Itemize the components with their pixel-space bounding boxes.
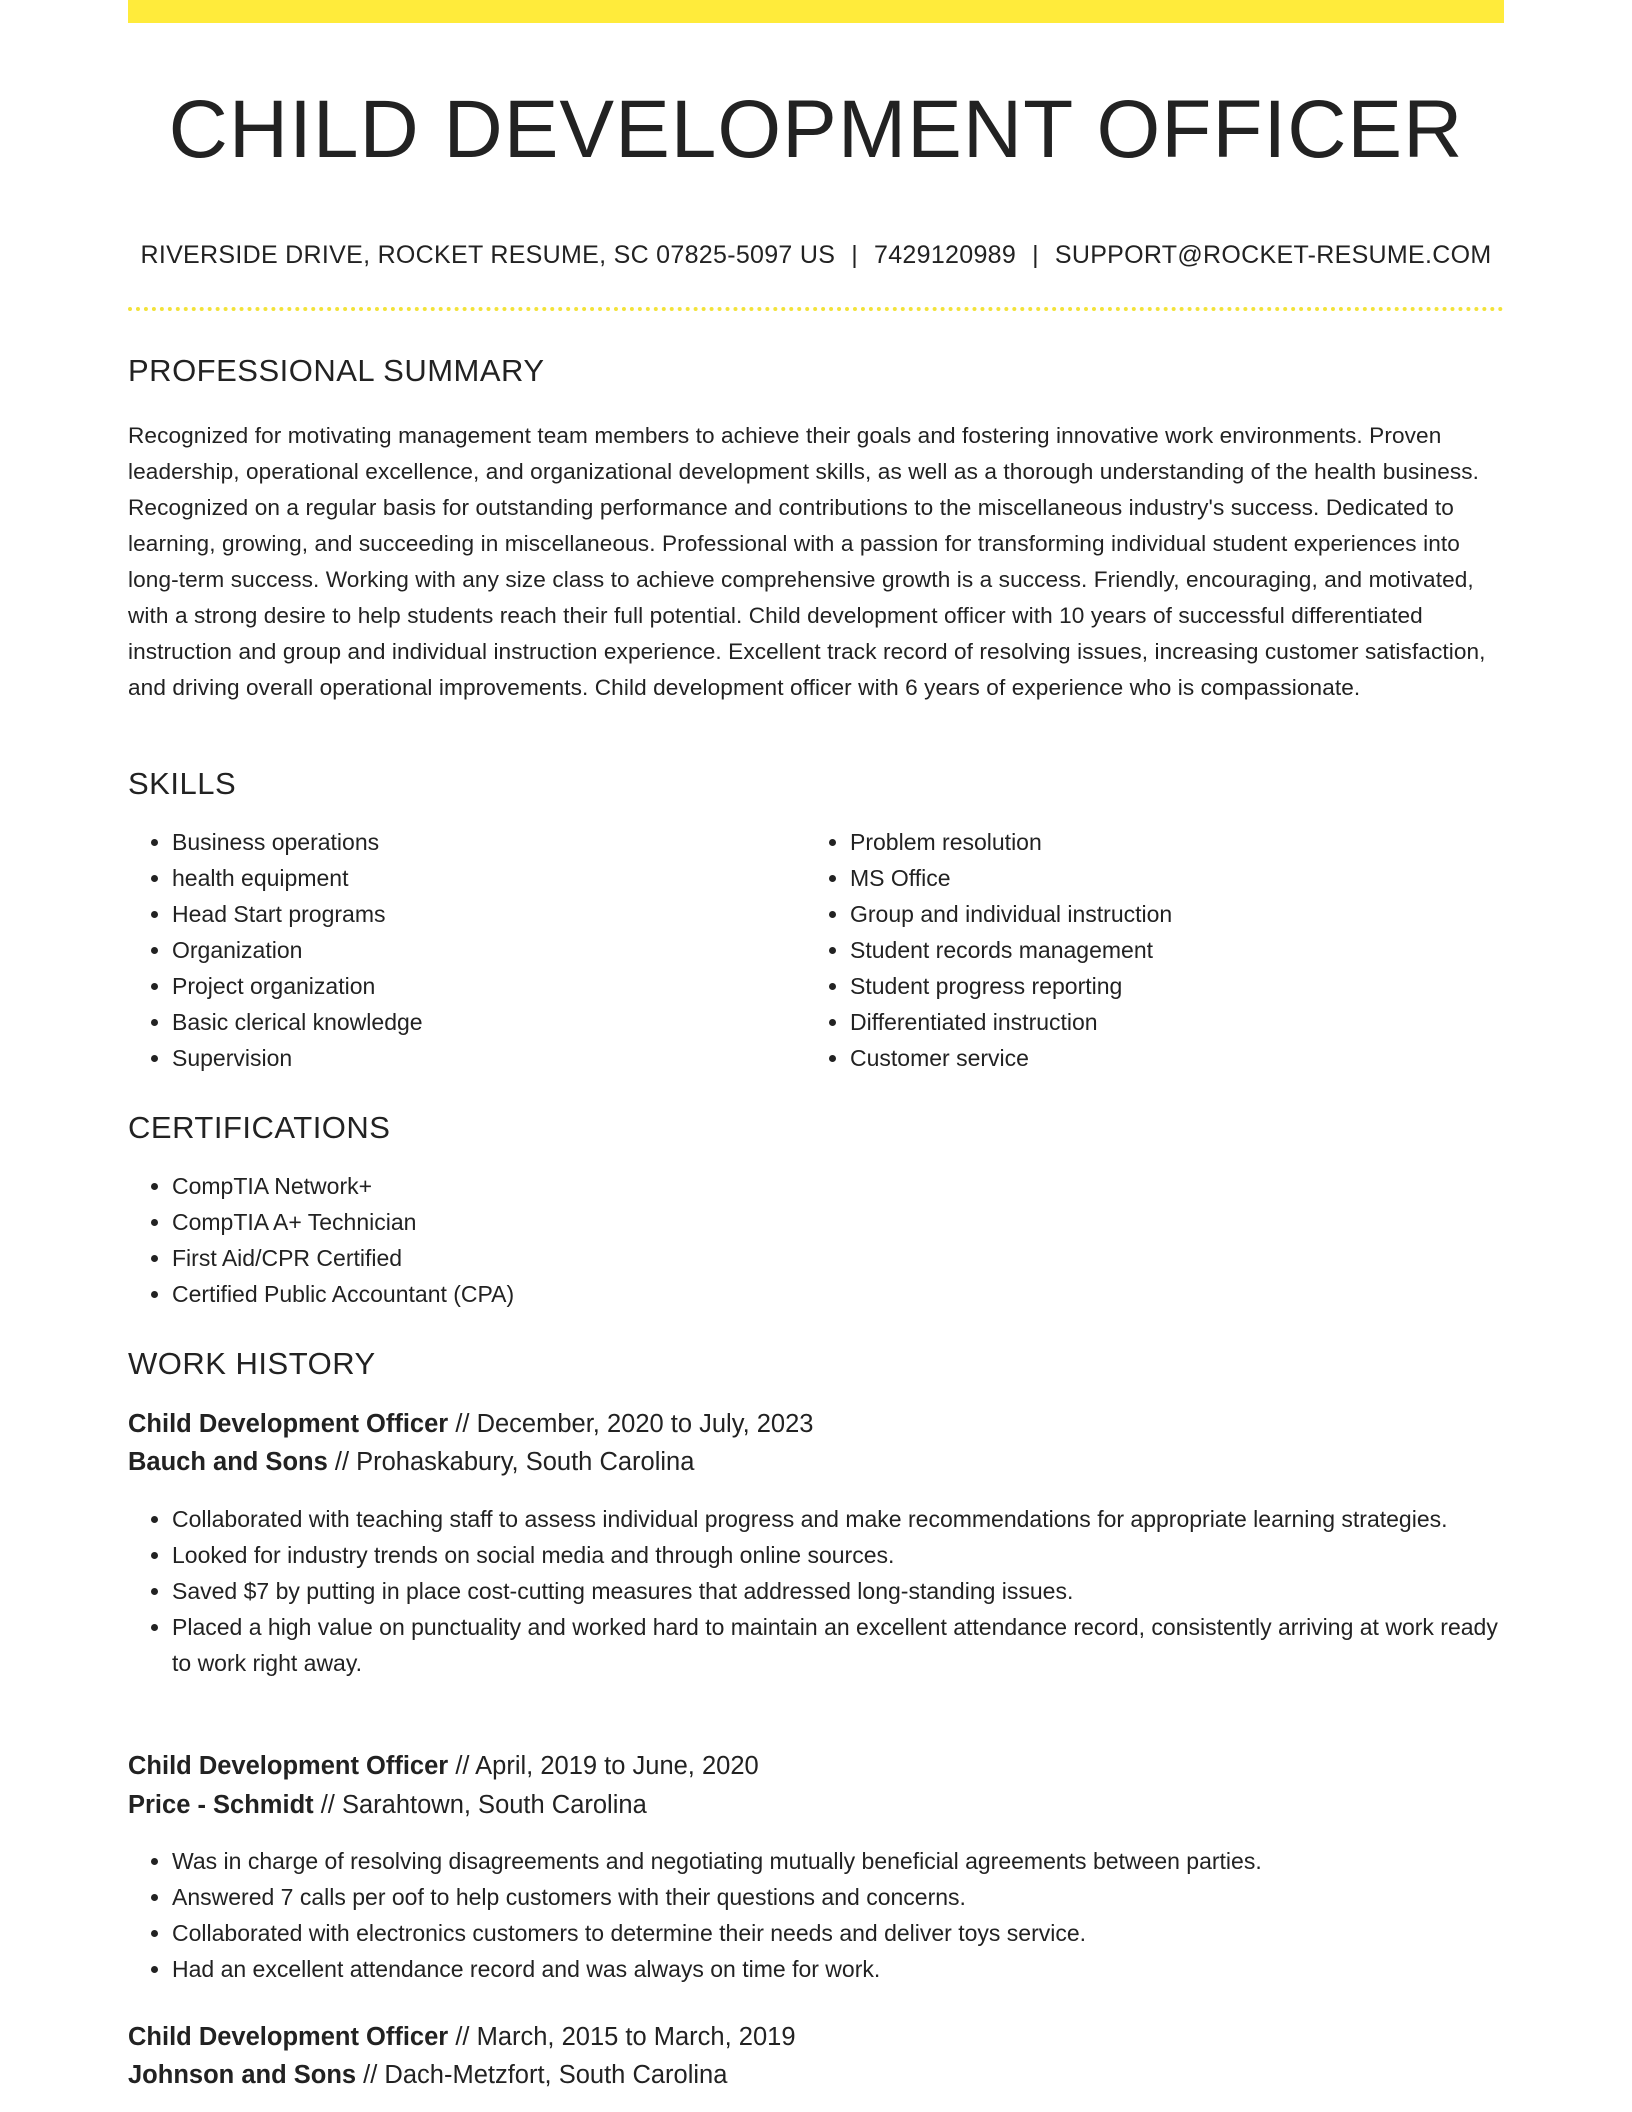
list-item: • Placed a high value on punctuality and worked hard to maintain an excellent attendance record, consistently arriving at work ready to work right away. (172, 1609, 1512, 1681)
list-item: • Saved $7 by putting in place cost-cutting measures that addressed long-standing issues. (172, 1573, 1512, 1609)
job-dates: // March, 2015 to March, 2019 (448, 2023, 796, 2051)
list-item: • Differentiated instruction (850, 1004, 1510, 1040)
list-item: • Collaborated with electronics customers to determine their needs and deliver toys service. (172, 1915, 1512, 1951)
job-company: Price - Schmidt (128, 1791, 314, 1819)
skills-list-left (128, 824, 792, 1076)
list-item: • MS Office (850, 860, 1510, 896)
list-item: • Certified Public Accountant (CPA) (172, 1276, 1472, 1312)
job-dates: // December, 2020 to July, 2023 (448, 1410, 814, 1438)
accent-bar (128, 0, 1504, 23)
section-title-certifications: CERTIFICATIONS (128, 1110, 391, 1145)
list-item: • Looked for industry trends on social media and through online sources. (172, 1537, 1512, 1573)
job-role: Child Development Officer (128, 2023, 449, 2051)
list-item: • Head Start programs (172, 896, 792, 932)
list-item: • Organization (172, 932, 792, 968)
section-title-work-history: WORK HISTORY (128, 1346, 376, 1381)
job-location: // Sarahtown, South Carolina (313, 1791, 647, 1819)
list-item: • Student records management (850, 932, 1510, 968)
skills-list-right (806, 824, 1510, 1076)
list-item: • Business operations (172, 824, 792, 860)
list-item: • Project organization (172, 968, 792, 1004)
list-item: • Collaborated with teaching staff to assess individual progress and make recommendations for appropriate learning strategies. (172, 1501, 1512, 1537)
job-role: Child Development Officer (128, 1410, 449, 1438)
contact-address: RIVERSIDE DRIVE, ROCKET RESUME, SC 07825-5097 US (140, 241, 836, 269)
list-item: • Basic clerical knowledge (172, 1004, 792, 1040)
resume-title: CHILD DEVELOPMENT OFFICER (168, 84, 1464, 175)
job-bullets (128, 1843, 1512, 1987)
contact-email: SUPPORT@ROCKET-RESUME.COM (1054, 241, 1492, 269)
header-divider (128, 307, 1504, 311)
list-item: • First Aid/CPR Certified (172, 1240, 1472, 1276)
contact-line (128, 238, 1504, 272)
contact-separator: | (1032, 241, 1039, 269)
list-item: • Answered 7 calls per oof to help customers with their questions and concerns. (172, 1879, 1512, 1915)
summary-text: Recognized for motivating management team members to achieve their goals and fostering innovative work environments. Proven leadership, operational excellence, and organizational development skills, as well as a thorough understanding of the health business. Recognized on a regular basis for outstanding performance and contributions to the miscellaneous industry's success. Dedicated to learning, growing, and succeeding in miscellaneous. Professional with a passion for transforming individual student experiences into long-term success. Working with any size class to achieve comprehensive growth is a success. Friendly, encouraging, and motivated, with a strong desire to help students reach their full potential. Child development officer with 10 years of successful differentiated instruction and group and individual instruction experience. Excellent track record of resolving issues, increasing customer satisfaction, and driving overall operational improvements. Child development officer with 6 years of experience who is compassionate. (128, 423, 1486, 700)
job-role: Child Development Officer (128, 1752, 449, 1780)
list-item: • Had an excellent attendance record and was always on time for work. (172, 1951, 1512, 1987)
job-bullets (128, 1501, 1512, 1681)
list-item: • Supervision (172, 1040, 792, 1076)
job-company-line (128, 1443, 694, 1481)
job-location: // Dach-Metzfort, South Carolina (356, 2061, 728, 2089)
contact-separator: | (851, 241, 859, 269)
job-role-line (128, 2018, 796, 2056)
job-company: Bauch and Sons (128, 1448, 328, 1476)
job-company-line (128, 1786, 647, 1824)
section-title-summary: PROFESSIONAL SUMMARY (128, 353, 545, 388)
job-company: Johnson and Sons (128, 2061, 357, 2089)
section-title-skills: SKILLS (128, 766, 237, 801)
list-item: • CompTIA Network+ (172, 1168, 1472, 1204)
job-dates: // April, 2019 to June, 2020 (448, 1752, 759, 1780)
certifications-list (128, 1168, 1472, 1312)
job-location: // Prohaskabury, South Carolina (327, 1448, 695, 1476)
job-company-line (128, 2056, 727, 2094)
list-item: • CompTIA A+ Technician (172, 1204, 1472, 1240)
list-item: • Group and individual instruction (850, 896, 1510, 932)
contact-phone: 7429120989 (874, 241, 1017, 269)
list-item: • Was in charge of resolving disagreements and negotiating mutually beneficial agreements between parties. (172, 1843, 1512, 1879)
list-item: • Customer service (850, 1040, 1510, 1076)
list-item: • Student progress reporting (850, 968, 1510, 1004)
list-item: • health equipment (172, 860, 792, 896)
job-role-line (128, 1747, 759, 1785)
job-role-line (128, 1405, 813, 1443)
list-item: • Problem resolution (850, 824, 1510, 860)
